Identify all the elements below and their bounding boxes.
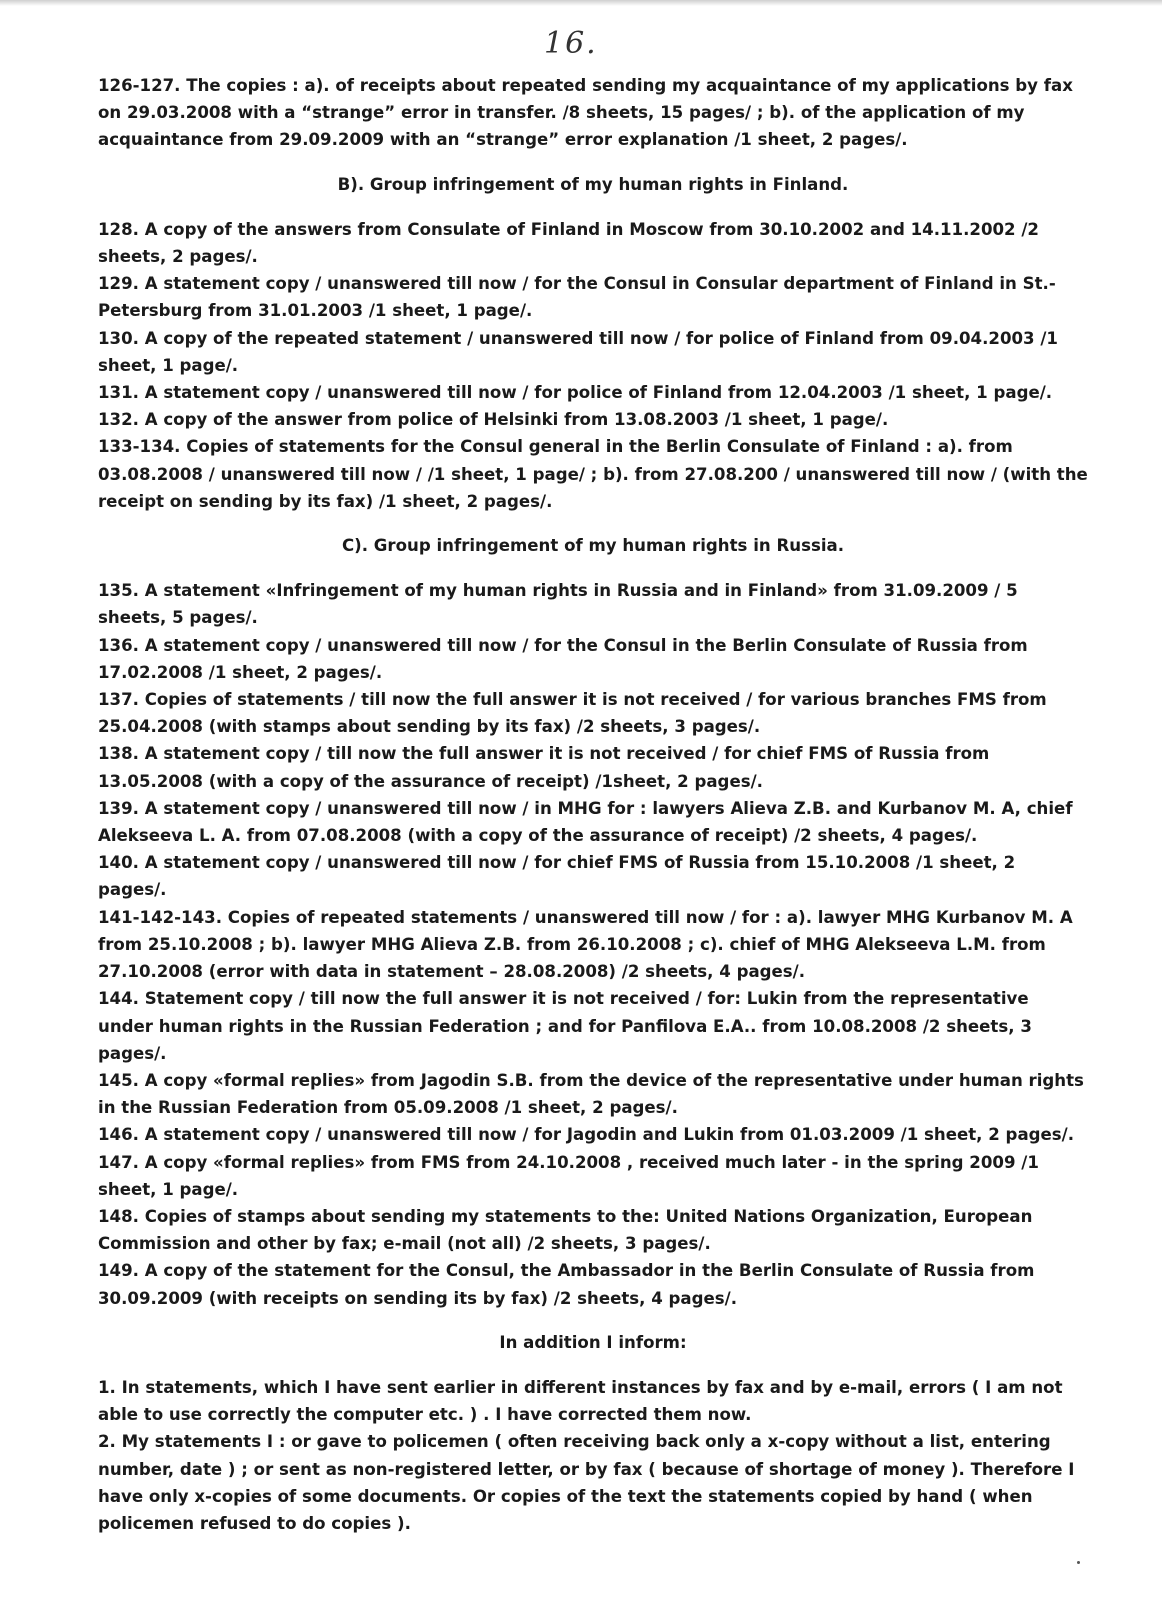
list-entry-137: 137. Copies of statements / till now the full answer it is not received / for various branches FMS from 25.04.2008 (with stamps about sending by its fax) /2 sheets, 3 pages/. <box>98 690 1047 737</box>
list-entry-141-143: 141-142-143. Copies of repeated statements / unanswered till now / for : a). lawyer MHG Kurbanov M. A from 25.10.2008 ; b). lawyer MHG Alieva Z.B. from 26.10.2008 ; c). chief of MHG Alekseeva L.M. from 27.10.2008 (error with data in statement – 28.08.2008) /2 sheets, 4 pages/. <box>98 907 1073 982</box>
list-entry-144: 144. Statement copy / till now the full answer it is not received / for: Lukin from the representative under human rights in the Russian Federation ; and for Panfilova E.A.. from 10.08.2008 /2 sheets, 3 pages/. <box>98 989 1032 1063</box>
list-entry-139: 139. A statement copy / unanswered till now / in MHG for : lawyers Alieva Z.B. and Kurbanov M. A, chief Alekseeva L. A. from 07.08.2008 (with a copy of the assurance of receipt) /2 sheets, 4 pages/. <box>98 798 1073 846</box>
list-entry-133-134: 133-134. Copies of statements for the Consul general in the Berlin Consulate of Finland : a). from 03.08.2008 / unanswered till now / /1 sheet, 1 page/ ; b). from 27.08.200 / unanswered till now / (with the receipt on sending by its fax) /1 sheet, 2 pages/. <box>98 437 1088 511</box>
list-entry-148: 148. Copies of stamps about sending my statements to the: United Nations Organization, European Commission and other by fax; e-mail (not all) /2 sheets, 3 pages/. <box>98 1206 1033 1254</box>
list-entry-145: 145. A copy «formal replies» from Jagodin S.B. from the device of the representative under human rights in the Russian Federation from 05.09.2008 /1 sheet, 2 pages/. <box>98 1070 1084 1118</box>
scan-speck <box>1077 1561 1080 1564</box>
addition-item-2: 2. My statements I : or gave to policemen ( often receiving back only a x-copy without a list, entering number, date ) ; or sent as non-registered letter, or by fax ( because of shortage of money ). Therefore I have only x-copies of some documents. Or copies of the text the statements copied by hand ( when policemen refused to do copies ). <box>98 1432 1075 1533</box>
list-entry-146: 146. A statement copy / unanswered till now / for Jagodin and Lukin from 01.03.2009 /1 sheet, 2 pages/. <box>98 1125 1075 1145</box>
section-heading-finland: B). Group infringement of my human rights in Finland. <box>337 174 849 194</box>
list-entry-140: 140. A statement copy / unanswered till now / for chief FMS of Russia from 15.10.2008 /1 sheet, 2 pages/. <box>98 853 1016 900</box>
list-entry-129: 129. A statement copy / unanswered till now / for the Consul in Consular department of Finland in St.-Petersburg from 31.01.2003 /1 sheet, 1 page/. <box>98 274 1056 321</box>
section-heading-addition: In addition I inform: <box>499 1332 687 1352</box>
list-entry-135: 135. A statement «Infringement of my human rights in Russia and in Finland» from 31.09.2009 / 5 sheets, 5 pages/. <box>98 581 1018 628</box>
scan-edge <box>0 0 1162 6</box>
list-entry-149: 149. A copy of the statement for the Consul, the Ambassador in the Berlin Consulate of Russia from 30.09.2009 (with receipts on sending its by fax) /2 sheets, 4 pages/. <box>98 1261 1035 1308</box>
list-entry-130: 130. A copy of the repeated statement / unanswered till now / for police of Finland from 09.04.2003 /1 sheet, 1 page/. <box>98 328 1058 375</box>
list-entry-128: 128. A copy of the answers from Consulate of Finland in Moscow from 30.10.2002 and 14.11.2002 /2 sheets, 2 pages/. <box>98 219 1039 267</box>
list-entry-147: 147. A copy «formal replies» from FMS from 24.10.2008 , received much later - in the spring 2009 /1 sheet, 1 page/. <box>98 1152 1039 1199</box>
section-heading-russia: C). Group infringement of my human rights in Russia. <box>341 536 845 556</box>
list-entry-136: 136. A statement copy / unanswered till now / for the Consul in the Berlin Consulate of Russia from 17.02.2008 /1 sheet, 2 pages/. <box>98 635 1028 682</box>
addition-item-1: 1. In statements, which I have sent earlier in different instances by fax and by e-mail, errors ( I am not able to use correctly the computer etc. ) . I have corrected them now. <box>98 1377 1063 1425</box>
list-entry-138: 138. A statement copy / till now the full answer it is not received / for chief FMS of Russia from 13.05.2008 (with a copy of the assurance of receipt) /1sheet, 2 pages/. <box>98 744 990 791</box>
list-entry-131: 131. A statement copy / unanswered till now / for police of Finland from 12.04.2003 /1 sheet, 1 page/. <box>98 383 1053 403</box>
list-entry-126-127: 126-127. The copies : a). of receipts about repeated sending my acquaintance of my applications by fax on 29.03.2008 with a “strange” error in transfer. /8 sheets, 15 pages/ ; b). of the application of my acquaintance from 29.09.2009 with an “strange” error explanation /1 sheet, 2 pages/. <box>98 76 1073 150</box>
document-body <box>98 72 1088 1537</box>
handwritten-page-number: 16. <box>544 26 598 61</box>
list-entry-132: 132. A copy of the answer from police of Helsinki from 13.08.2003 /1 sheet, 1 page/. <box>98 410 889 430</box>
